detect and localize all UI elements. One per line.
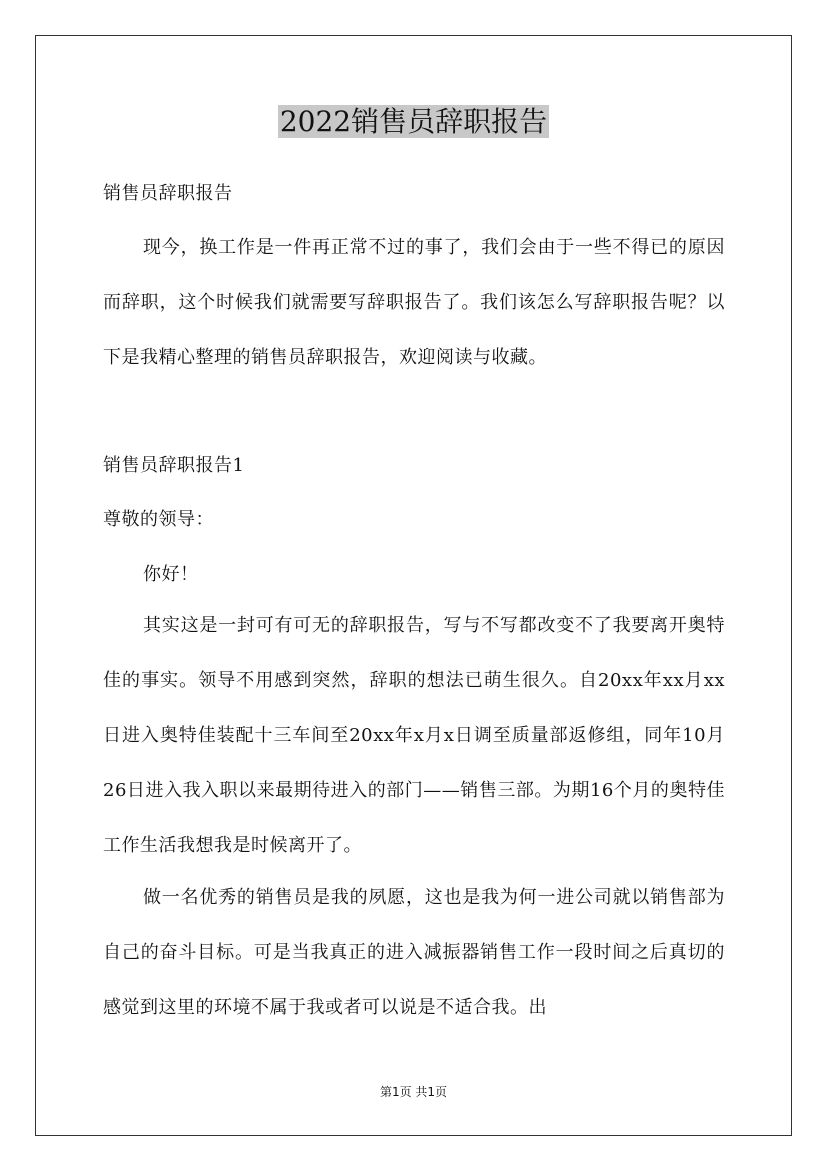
intro-paragraph: 现今，换工作是一件再正常不过的事了，我们会由于一些不得已的原因而辞职，这个时候我们就需要写辞职报告了。我们该怎么写辞职报告呢？以下是我精心整理的销售员辞职报告，欢迎阅读与收藏。 [103,237,725,368]
document-title-text: 2022销售员辞职报告 [279,105,548,138]
document-title [0,102,827,142]
salutation: 尊敬的领导： [103,509,214,530]
page-number-footer: 第1页 共1页 [379,1085,448,1099]
section-heading: 销售员辞职报告1 [103,455,245,476]
body-paragraph-2: 做一名优秀的销售员是我的夙愿，这也是我为何一进公司就以销售部为自己的奋斗目标。可是当我真正的进入减振器销售工作一段时间之后真切的感觉到这里的环境不属于我或者可以说是不适合我。出 [103,887,725,1018]
greeting: 你好！ [143,564,199,585]
body-paragraph-1: 其实这是一封可有可无的辞职报告，写与不写都改变不了我要离开奥特佳的事实。领导不用感到突然，辞职的想法已萌生很久。自20xx年xx月xx日进入奥特佳装配十三车间至20xx年x月x日调至质量部返修组，同年10月26日进入我入职以来最期待进入的部门——销售三部。为期16个月的奥特佳工作生活我想我是时候离开了。 [103,615,725,856]
document-subtitle: 销售员辞职报告 [103,183,233,204]
